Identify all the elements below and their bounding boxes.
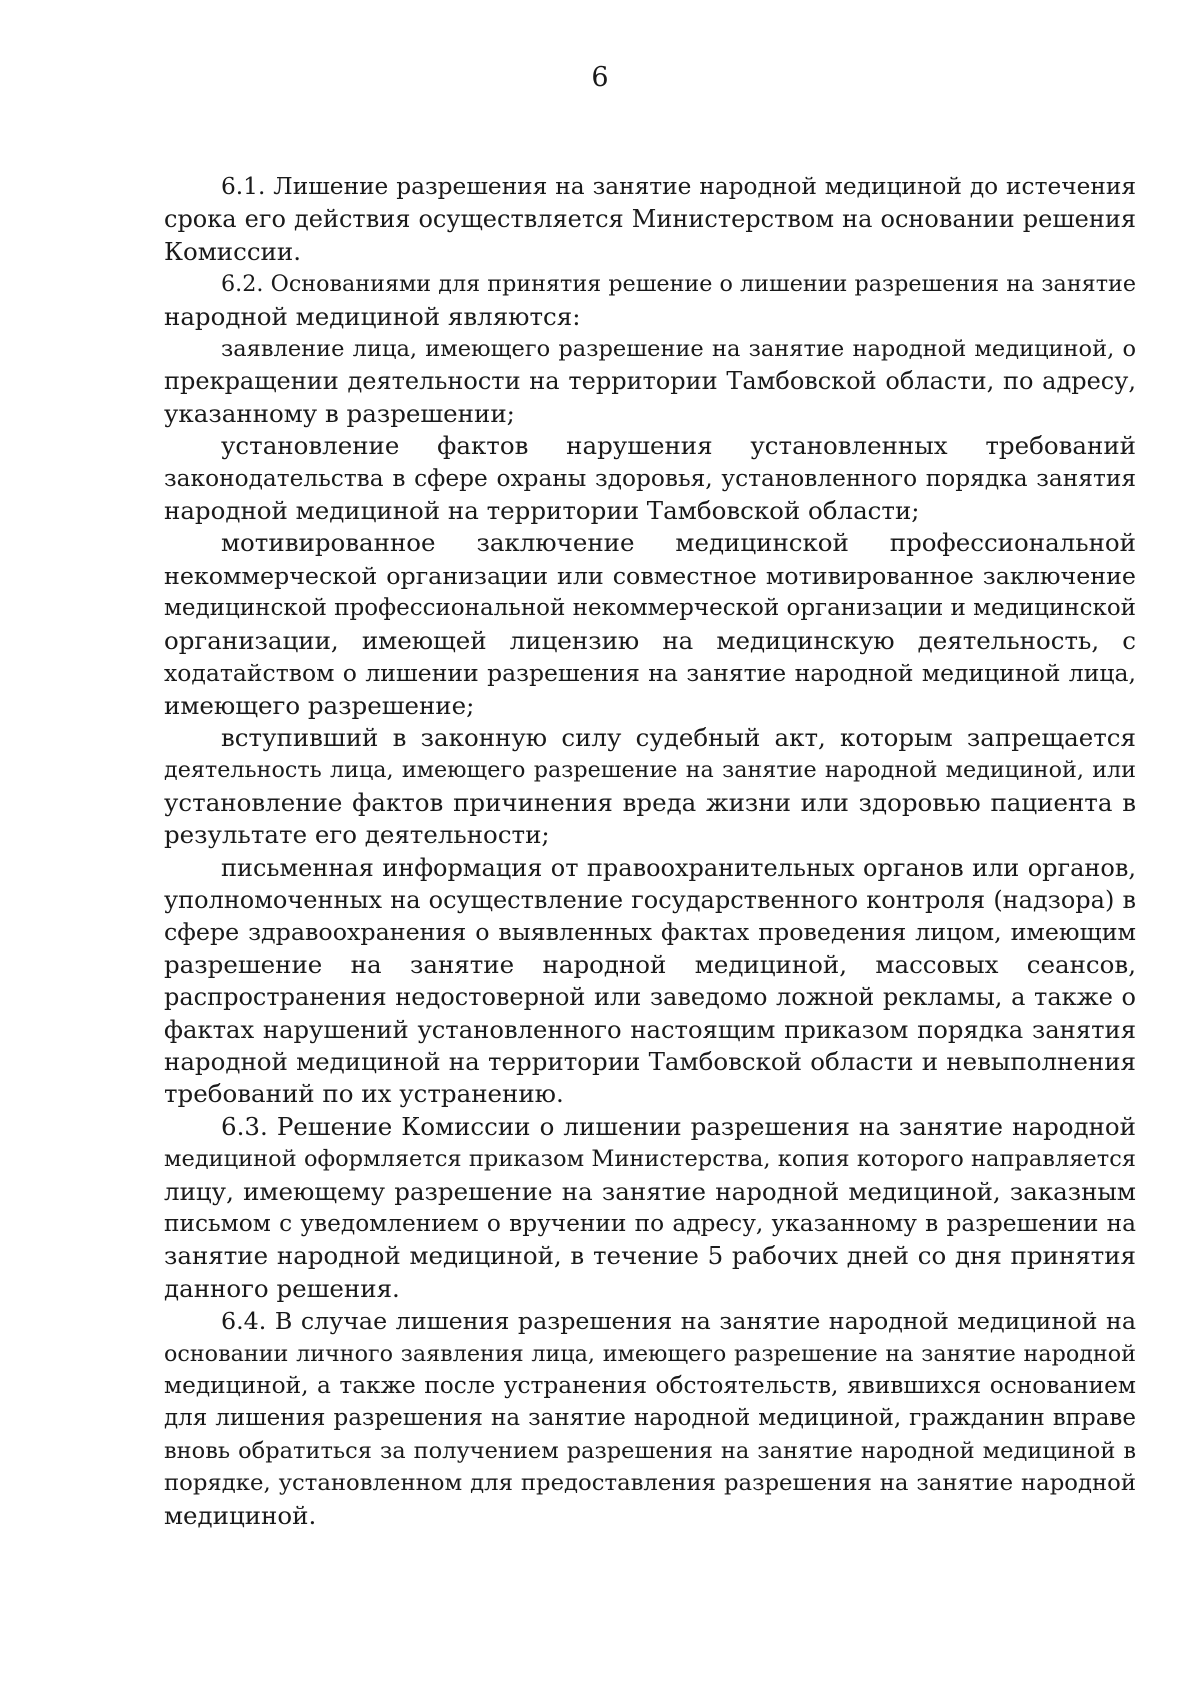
- text-line: организации, имеющей лицензию на медицинскую деятельность, с: [164, 625, 1136, 655]
- text-line: народной медициной на территории Тамбовской области и невыполнения: [164, 1046, 1136, 1076]
- paragraph-6-2: [164, 268, 1136, 333]
- text-line: данного решения.: [164, 1273, 400, 1303]
- paragraph-6-2-item-court-act: [164, 722, 1136, 852]
- paragraph-6-4: [164, 1305, 1136, 1532]
- text-line: письмом с уведомлением о вручении по адресу, указанному в разрешении на: [164, 1210, 1136, 1237]
- paragraph-6-2-item-written-info: [164, 852, 1136, 1111]
- text-line: вступивший в законную силу судебный акт, которым запрещается: [221, 722, 1136, 752]
- text-line: 6.3. Решение Комиссии о лишении разрешения на занятие народной: [221, 1111, 1136, 1141]
- text-line: фактах нарушений установленного настоящим приказом порядка занятия: [164, 1014, 1136, 1044]
- text-line: народной медициной являются:: [164, 301, 581, 331]
- text-line: письменная информация от правоохранительных органов или органов,: [221, 853, 1136, 882]
- text-line: медициной оформляется приказом Министерства, копия которого направляется: [164, 1146, 1136, 1173]
- text-line: вновь обратиться за получением разрешения на занятие народной медициной в: [164, 1437, 1136, 1464]
- text-line: медициной, а также после устранения обстоятельств, явившихся основанием: [164, 1372, 1136, 1400]
- text-line: ходатайством о лишении разрешения на занятие народной медициной лица,: [164, 659, 1136, 688]
- text-line: для лишения разрешения на занятие народной медициной, гражданин вправе: [164, 1405, 1136, 1432]
- text-line: мотивированное заключение медицинской профессиональной: [221, 528, 1136, 558]
- text-line: указанному в разрешении;: [164, 398, 515, 428]
- text-line: некоммерческой организации или совместное мотивированное заключение: [164, 561, 1136, 590]
- text-line: порядке, установленном для предоставления разрешения на занятие народной: [164, 1470, 1136, 1497]
- paragraph-6-2-item-violations: [164, 430, 1136, 527]
- text-line: законодательства в сфере охраны здоровья, установленного порядка занятия: [164, 464, 1136, 492]
- text-line: основании личного заявления лица, имеющего разрешение на занятие народной: [164, 1340, 1136, 1367]
- paragraph-6-2-item-conclusion: [164, 527, 1136, 721]
- text-line: разрешение на занятие народной медициной, массовых сеансов,: [164, 949, 1136, 979]
- text-line: медициной.: [164, 1500, 317, 1530]
- paragraph-6-1: [164, 171, 1136, 268]
- paragraph-6-2-item-statement: [164, 333, 1136, 430]
- text-line: сфере здравоохранения о выявленных фактах проведения лицом, имеющим: [164, 918, 1136, 947]
- text-line: установление фактов причинения вреда жизни или здоровью пациента в: [164, 787, 1136, 817]
- text-line: деятельность лица, имеющего разрешение на занятие народной медициной, или: [164, 757, 1136, 784]
- text-line: медицинской профессиональной некоммерческой организации и медицинской: [164, 595, 1136, 622]
- text-line: прекращении деятельности на территории Тамбовской области, по адресу,: [164, 367, 1136, 396]
- text-line: уполномоченных на осуществление государственного контроля (надзора) в: [164, 885, 1136, 914]
- text-line: 6.1. Лишение разрешения на занятие народной медициной до истечения: [221, 173, 1136, 200]
- paragraph-6-3: [164, 1111, 1136, 1305]
- page-number: 6: [591, 62, 609, 93]
- text-line: требований по их устранению.: [164, 1079, 564, 1109]
- text-line: распространения недостоверной или заведомо ложной рекламы, а также о: [164, 983, 1136, 1012]
- text-line: занятие народной медициной, в течение 5 рабочих дней со дня принятия: [164, 1241, 1136, 1271]
- text-line: Комиссии.: [164, 236, 301, 266]
- text-line: установление фактов нарушения установленных требований: [221, 431, 1136, 461]
- text-line: результате его деятельности;: [164, 820, 550, 850]
- text-line: имеющего разрешение;: [164, 690, 475, 720]
- text-line: 6.2. Основаниями для принятия решение о лишении разрешения на занятие: [221, 271, 1136, 298]
- text-line: 6.4. В случае лишения разрешения на занятие народной медициной на: [221, 1307, 1136, 1336]
- text-line: народной медициной на территории Тамбовской области;: [164, 496, 920, 526]
- text-line: лицу, имеющему разрешение на занятие народной медициной, заказным: [164, 1176, 1136, 1206]
- text-line: срока его действия осуществляется Министерством на основании решения: [164, 205, 1136, 234]
- document-body: [164, 171, 1136, 1532]
- text-line: заявление лица, имеющего разрешение на занятие народной медициной, о: [221, 336, 1136, 363]
